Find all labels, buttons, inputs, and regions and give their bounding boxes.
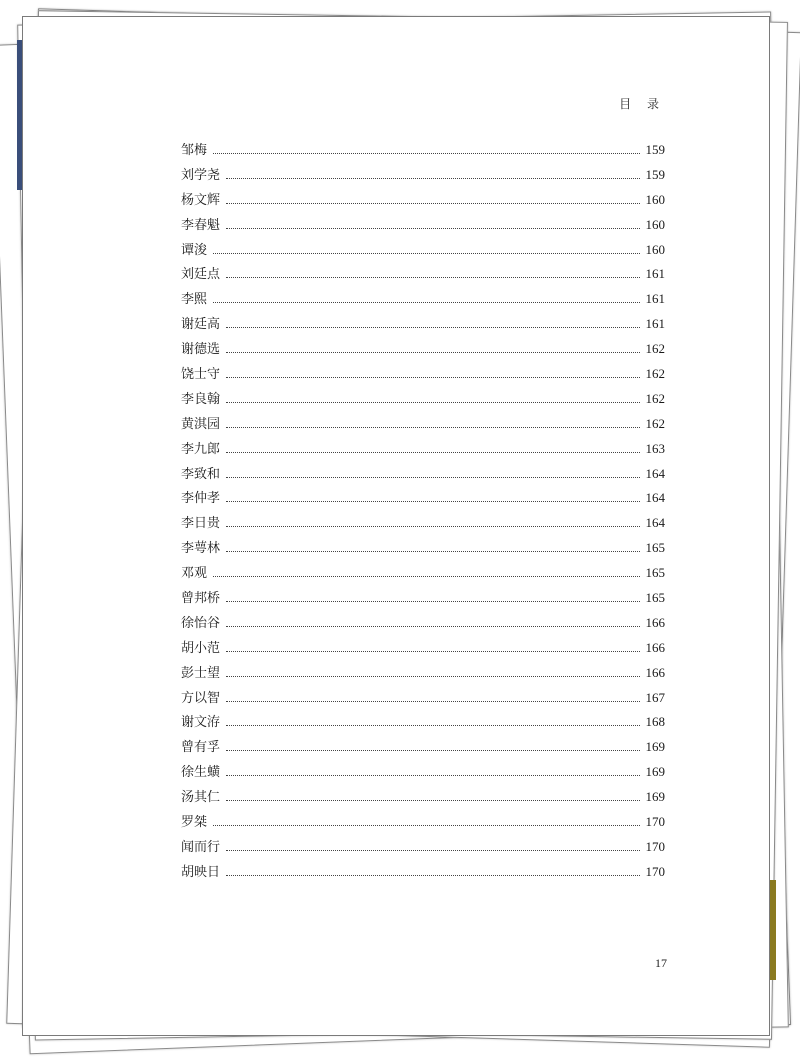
toc-entry-page: 161 xyxy=(645,316,665,332)
toc-entry-page: 162 xyxy=(645,341,665,357)
dot-leader xyxy=(226,875,639,876)
toc-entry-page: 170 xyxy=(645,814,665,830)
toc-entry-name: 徐生蟥 xyxy=(181,765,221,781)
toc-entry xyxy=(181,736,665,761)
toc-entry-name: 邓观 xyxy=(181,566,208,582)
dot-leader xyxy=(226,427,639,428)
toc-entry-name: 方以智 xyxy=(181,690,221,706)
toc-entry xyxy=(181,363,665,388)
toc-entry-page: 166 xyxy=(645,639,665,655)
toc-entry xyxy=(181,711,665,736)
toc-entry-page: 167 xyxy=(645,689,665,705)
toc-entry xyxy=(181,761,665,786)
toc-entry-name: 罗桀 xyxy=(181,815,208,831)
toc-entry xyxy=(181,338,665,363)
dot-leader xyxy=(226,203,639,204)
toc-entry xyxy=(181,189,665,214)
toc-entry-page: 163 xyxy=(645,440,665,456)
toc-entry-name: 谢德选 xyxy=(181,342,221,358)
toc-entry-page: 159 xyxy=(645,166,665,182)
toc-entry-page: 165 xyxy=(645,540,665,556)
toc-entry-name: 李仲孝 xyxy=(181,491,221,507)
toc-entry xyxy=(181,313,665,338)
dot-leader xyxy=(213,153,639,154)
dot-leader xyxy=(226,626,639,627)
toc-entry-page: 164 xyxy=(645,465,665,481)
toc-entry-page: 169 xyxy=(645,764,665,780)
toc-entry xyxy=(181,587,665,612)
toc-entry-name: 饶士守 xyxy=(181,367,221,383)
toc-entry-name: 刘廷点 xyxy=(181,267,221,283)
toc-entry xyxy=(181,861,665,886)
toc-entry-name: 曾有孚 xyxy=(181,740,221,756)
toc-entry-name: 谢廷高 xyxy=(181,317,221,333)
toc-entry-name: 闻而行 xyxy=(181,839,221,855)
dot-leader xyxy=(226,402,639,403)
dot-leader xyxy=(213,302,639,303)
toc-entry-page: 164 xyxy=(645,490,665,506)
toc-entry xyxy=(181,438,665,463)
toc-entry-page: 162 xyxy=(645,415,665,431)
toc-entry-page: 168 xyxy=(645,714,665,730)
toc-entry-name: 邹梅 xyxy=(181,143,208,158)
dot-leader xyxy=(213,576,639,577)
toc-entry-name: 李致和 xyxy=(181,466,221,482)
toc-entry xyxy=(181,463,665,488)
table-of-contents xyxy=(181,139,665,886)
dot-leader xyxy=(226,651,639,652)
toc-entry xyxy=(181,612,665,637)
toc-entry-name: 胡映日 xyxy=(181,864,221,880)
toc-entry xyxy=(181,164,665,189)
dot-leader xyxy=(213,253,639,254)
dot-leader xyxy=(226,327,639,328)
page-number: 17 xyxy=(655,956,667,970)
toc-entry-name: 刘学尧 xyxy=(181,167,221,183)
document-page xyxy=(22,16,770,1036)
toc-entry-page: 159 xyxy=(645,142,665,157)
toc-entry xyxy=(181,637,665,662)
toc-entry xyxy=(181,662,665,687)
dot-leader xyxy=(226,551,639,552)
toc-entry-name: 李熙 xyxy=(181,292,208,308)
toc-entry-name: 李九郎 xyxy=(181,441,221,457)
toc-entry-name: 黄淇园 xyxy=(181,416,221,432)
toc-entry-name: 曾邦桥 xyxy=(181,591,221,607)
toc-entry-page: 170 xyxy=(645,838,665,854)
toc-entry-name: 彭士望 xyxy=(181,665,221,681)
running-header: 目 录 xyxy=(619,97,665,111)
toc-entry-page: 160 xyxy=(645,216,665,232)
toc-entry-page: 166 xyxy=(645,614,665,630)
dot-leader xyxy=(226,800,639,801)
dot-leader xyxy=(226,850,639,851)
toc-entry-name: 谢文洊 xyxy=(181,715,221,731)
toc-entry-page: 166 xyxy=(645,664,665,680)
toc-entry xyxy=(181,562,665,587)
toc-entry xyxy=(181,537,665,562)
toc-entry-name: 徐怡谷 xyxy=(181,615,221,631)
toc-entry xyxy=(181,239,665,264)
toc-entry-name: 杨文辉 xyxy=(181,192,221,208)
toc-entry-page: 162 xyxy=(645,390,665,406)
dot-leader xyxy=(226,526,639,527)
toc-entry-name: 胡小范 xyxy=(181,640,221,656)
toc-entry-page: 169 xyxy=(645,789,665,805)
dot-leader xyxy=(226,775,639,776)
toc-entry xyxy=(181,512,665,537)
toc-entry xyxy=(181,288,665,313)
dot-leader xyxy=(226,377,639,378)
toc-entry-name: 汤其仁 xyxy=(181,790,221,806)
toc-entry xyxy=(181,487,665,512)
toc-entry xyxy=(181,139,665,164)
toc-entry xyxy=(181,413,665,438)
toc-entry-name: 李良翰 xyxy=(181,391,221,407)
toc-entry-page: 161 xyxy=(645,291,665,307)
toc-entry xyxy=(181,786,665,811)
dot-leader xyxy=(226,452,639,453)
toc-entry-name: 李春魁 xyxy=(181,217,221,233)
dot-leader xyxy=(226,676,639,677)
toc-entry xyxy=(181,687,665,712)
dot-leader xyxy=(226,277,639,278)
dot-leader xyxy=(226,501,639,502)
toc-entry-page: 161 xyxy=(645,266,665,282)
toc-entry-page: 169 xyxy=(645,739,665,755)
toc-entry-name: 李日贵 xyxy=(181,516,221,532)
toc-entry xyxy=(181,214,665,239)
dot-leader xyxy=(226,750,639,751)
toc-entry xyxy=(181,388,665,413)
toc-entry-name: 谭浚 xyxy=(181,242,208,258)
toc-entry-page: 160 xyxy=(645,191,665,207)
toc-entry-page: 164 xyxy=(645,515,665,531)
toc-entry xyxy=(181,263,665,288)
dot-leader xyxy=(226,477,639,478)
toc-entry-page: 165 xyxy=(645,565,665,581)
dot-leader xyxy=(226,228,639,229)
dot-leader xyxy=(226,352,639,353)
dot-leader xyxy=(226,701,639,702)
dot-leader xyxy=(213,825,639,826)
dot-leader xyxy=(226,725,639,726)
dot-leader xyxy=(226,178,639,179)
toc-entry-page: 160 xyxy=(645,241,665,257)
toc-entry-page: 170 xyxy=(645,863,665,879)
toc-entry-name: 李萼林 xyxy=(181,541,221,557)
toc-entry-page: 162 xyxy=(645,366,665,382)
toc-entry xyxy=(181,836,665,861)
dot-leader xyxy=(226,601,639,602)
toc-entry xyxy=(181,811,665,836)
toc-entry-page: 165 xyxy=(645,590,665,606)
